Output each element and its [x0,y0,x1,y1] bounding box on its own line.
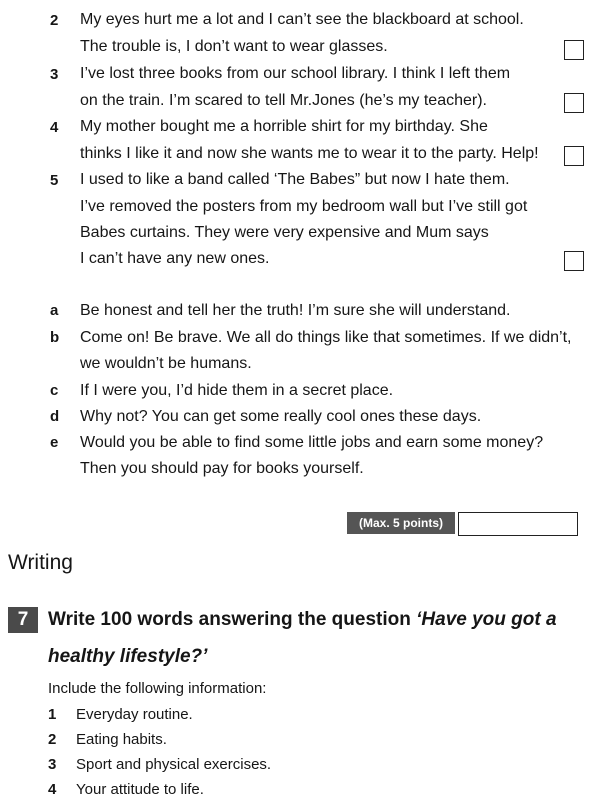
problem-4-number: 4 [50,119,59,136]
info-item-2-text: Eating habits. [76,731,167,748]
problem-3-number: 3 [50,66,59,83]
problem-2-line-1: My eyes hurt me a lot and I can’t see the blackboard at school. [80,11,524,28]
problem-5-line-3: Babes curtains. They were very expensive and Mum says [80,224,489,241]
answer-d-letter: d [50,408,60,425]
problem-5-number: 5 [50,172,59,189]
answer-b-line-2: we wouldn’t be humans. [80,355,252,372]
max-points-label: (Max. 5 points) [347,512,455,534]
problem-2-line-2: The trouble is, I don’t want to wear glasses. [80,38,388,55]
info-item-3-text: Sport and physical exercises. [76,756,272,773]
answer-d-line-1: Why not? You can get some really cool ones these days. [80,408,482,425]
task-lead: Write 100 words answering the question [48,609,417,630]
answer-c-line-1: If I were you, I’d hide them in a secret place. [80,382,394,399]
problem-4-line-2: thinks I like it and now she wants me to wear it to the party. Help! [80,145,539,162]
info-item-3-number: 3 [48,756,57,773]
task-heading-line-2 [48,646,207,668]
task-heading-line-1 [48,609,557,631]
answer-e-line-1: Would you be able to find some little jobs and earn some money? [80,434,544,451]
answer-b-letter: b [50,329,60,346]
answer-e-line-2: Then you should pay for books yourself. [80,460,364,477]
problem-3-line-2: on the train. I’m scared to tell Mr.Jones (he’s my teacher). [80,92,487,109]
problem-5-line-1: I used to like a band called ‘The Babes” but now I hate them. [80,171,510,188]
info-item-1-number: 1 [48,706,57,723]
problem-2-answer-box[interactable] [564,40,584,60]
task-number-badge: 7 [8,607,38,633]
answer-c-letter: c [50,382,59,399]
problem-5-line-4: I can’t have any new ones. [80,250,270,267]
answer-a-line-1: Be honest and tell her the truth! I’m sure she will understand. [80,302,511,319]
section-title: Writing [8,551,73,574]
problem-5-answer-box[interactable] [564,251,584,271]
problem-3-answer-box[interactable] [564,93,584,113]
problem-5-line-2: I’ve removed the posters from my bedroom wall but I’ve still got [80,198,528,215]
instruction: Include the following information: [48,680,267,697]
task-question-part2: healthy lifestyle?’ [48,646,208,667]
score-box[interactable] [458,512,578,536]
problem-4-answer-box[interactable] [564,146,584,166]
info-item-4-text: Your attitude to life. [76,781,204,798]
problem-2-number: 2 [50,12,59,29]
info-item-2-number: 2 [48,731,57,748]
answer-e-letter: e [50,434,59,451]
problem-3-line-1: I’ve lost three books from our school library. I think I left them [80,65,511,82]
info-item-4-number: 4 [48,781,57,798]
info-item-1-text: Everyday routine. [76,706,193,723]
problem-4-line-1: My mother bought me a horrible shirt for my birthday. She [80,118,488,135]
answer-a-letter: a [50,302,59,319]
answer-b-line-1: Come on! Be brave. We all do things like that sometimes. If we didn’t, [80,329,572,346]
task-question-part1: ‘Have you got a [416,609,557,630]
